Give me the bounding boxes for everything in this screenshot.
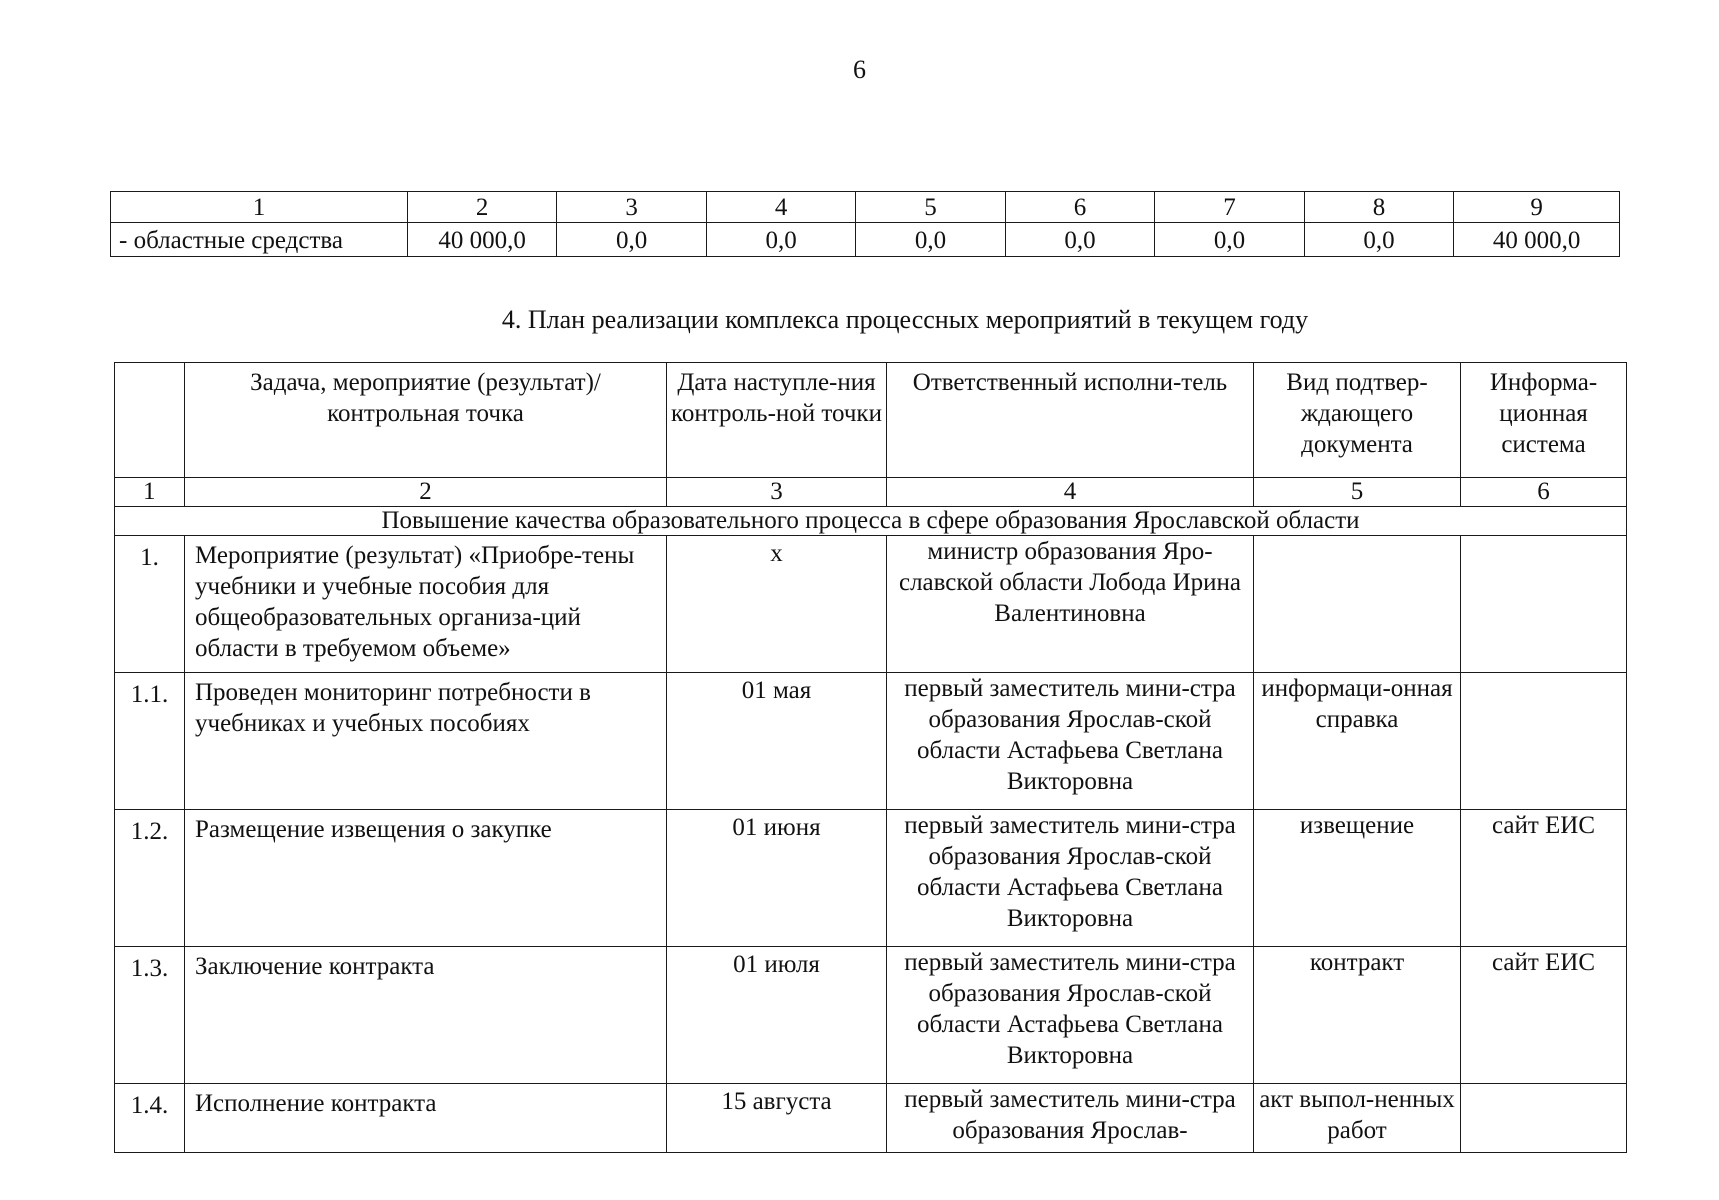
row-date: 15 августа [667, 1084, 887, 1153]
funding-header-cell: 2 [407, 192, 556, 223]
row-document: контракт [1254, 947, 1461, 1084]
row-date: 01 июля [667, 947, 887, 1084]
row-number: 1.2. [115, 810, 185, 947]
header-document: Вид подтвер-ждающего документа [1254, 363, 1461, 478]
group-row [115, 507, 1627, 536]
funding-value-cell: 0,0 [706, 223, 855, 257]
funding-header-cell: 6 [1005, 192, 1154, 223]
funding-value-cell: 40 000,0 [407, 223, 556, 257]
row-system: сайт ЕИС [1461, 947, 1627, 1084]
column-number: 2 [185, 478, 667, 507]
row-number: 1.1. [115, 673, 185, 810]
row-system: сайт ЕИС [1461, 810, 1627, 947]
row-system [1461, 536, 1627, 673]
row-number: 1. [115, 536, 185, 673]
row-document: информаци-онная справка [1254, 673, 1461, 810]
funding-value-cell: 0,0 [856, 223, 1005, 257]
page-number: 6 [853, 55, 866, 84]
column-number: 4 [887, 478, 1254, 507]
row-task: Проведен мониторинг потребности в учебниках и учебных пособиях [185, 673, 667, 810]
row-task: Исполнение контракта [185, 1084, 667, 1153]
funding-value-cell: 0,0 [1005, 223, 1154, 257]
row-system [1461, 1084, 1627, 1153]
group-title: Повышение качества образовательного процесса в сфере образования Ярославской области [115, 507, 1627, 536]
header-task: Задача, мероприятие (результат)/ контрольная точка [185, 363, 667, 478]
funding-value-cell: 0,0 [1155, 223, 1304, 257]
row-document [1254, 536, 1461, 673]
row-date: х [667, 536, 887, 673]
column-number: 3 [667, 478, 887, 507]
funding-total-cell: 40 000,0 [1454, 223, 1620, 257]
funding-data-row [111, 223, 1620, 257]
funding-header-cell: 1 [111, 192, 408, 223]
column-number: 6 [1461, 478, 1627, 507]
funding-value-cell: 0,0 [557, 223, 706, 257]
funding-header-cell: 5 [856, 192, 1005, 223]
row-responsible: министр образования Яро-славской области Лобода Ирина Валентиновна [887, 536, 1254, 673]
row-document: извещение [1254, 810, 1461, 947]
funding-value-cell: 0,0 [1304, 223, 1453, 257]
plan-table [114, 362, 1627, 1153]
row-document: акт выпол-ненных работ [1254, 1084, 1461, 1153]
header-responsible: Ответственный исполни-тель [887, 363, 1254, 478]
row-responsible: первый заместитель мини-стра образования Ярослав-ской области Астафьева Светлана Викторовна [887, 947, 1254, 1084]
table-row [115, 1084, 1627, 1153]
row-number: 1.4. [115, 1084, 185, 1153]
funding-header-cell: 9 [1454, 192, 1620, 223]
row-responsible: первый заместитель мини-стра образования Ярослав-ской области Астафьева Светлана Викторовна [887, 673, 1254, 810]
column-number-row [115, 478, 1627, 507]
funding-header-cell: 8 [1304, 192, 1453, 223]
section-title: 4. План реализации комплекса процессных мероприятий в текущем году [501, 305, 1309, 334]
table-row [115, 536, 1627, 673]
plan-header-row [115, 363, 1627, 478]
row-task: Размещение извещения о закупке [185, 810, 667, 947]
funding-header-cell: 7 [1155, 192, 1304, 223]
row-task: Мероприятие (результат) «Приобре-тены учебники и учебные пособия для общеобразовательных организа-ций области в требуемом объеме» [185, 536, 667, 673]
row-responsible: первый заместитель мини-стра образования Ярослав-ской области Астафьева Светлана Викторовна [887, 810, 1254, 947]
row-responsible: первый заместитель мини-стра образования Ярослав- [887, 1084, 1254, 1153]
funding-source-label: - областные средства [111, 223, 408, 257]
funding-table [110, 191, 1620, 257]
header-number-cell [115, 363, 185, 478]
funding-header-row [111, 192, 1620, 223]
funding-header-cell: 3 [557, 192, 706, 223]
funding-header-cell: 4 [706, 192, 855, 223]
column-number: 5 [1254, 478, 1461, 507]
row-number: 1.3. [115, 947, 185, 1084]
column-number: 1 [115, 478, 185, 507]
table-row [115, 810, 1627, 947]
row-task: Заключение контракта [185, 947, 667, 1084]
table-row [115, 947, 1627, 1084]
row-date: 01 мая [667, 673, 887, 810]
table-row [115, 673, 1627, 810]
header-system: Информа-ционная система [1461, 363, 1627, 478]
row-system [1461, 673, 1627, 810]
header-date: Дата наступле-ния контроль-ной точки [667, 363, 887, 478]
row-date: 01 июня [667, 810, 887, 947]
